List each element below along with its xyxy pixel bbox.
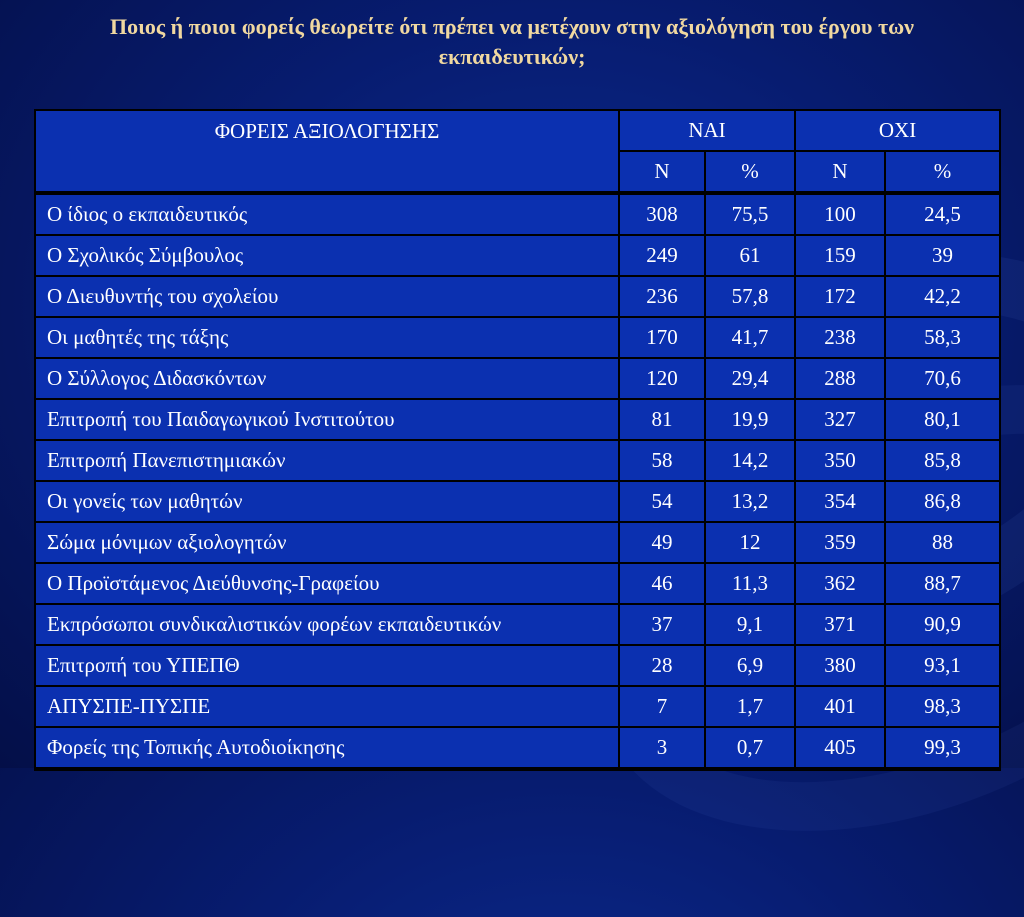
cell-yes-pct: 41,7 — [706, 318, 796, 359]
row-label: Οι μαθητές της τάξης — [36, 318, 620, 359]
results-table — [34, 109, 1001, 771]
table-row — [36, 318, 999, 359]
cell-yes-pct: 6,9 — [706, 646, 796, 687]
subheader-no-n: Ν — [796, 152, 886, 195]
cell-yes-pct: 19,9 — [706, 400, 796, 441]
cell-yes-n: 170 — [620, 318, 706, 359]
cell-yes-n: 54 — [620, 482, 706, 523]
table-row — [36, 728, 999, 769]
cell-no-pct: 85,8 — [886, 441, 999, 482]
cell-yes-pct: 14,2 — [706, 441, 796, 482]
cell-yes-pct: 29,4 — [706, 359, 796, 400]
cell-no-pct: 80,1 — [886, 400, 999, 441]
row-label: Ο Σχολικός Σύμβουλος — [36, 236, 620, 277]
subheader-no-pct: % — [886, 152, 999, 195]
cell-no-pct: 42,2 — [886, 277, 999, 318]
cell-yes-n: 120 — [620, 359, 706, 400]
table-row — [36, 687, 999, 728]
cell-no-pct: 88,7 — [886, 564, 999, 605]
row-label: Ο ίδιος ο εκπαιδευτικός — [36, 195, 620, 236]
cell-no-n: 359 — [796, 523, 886, 564]
cell-no-n: 350 — [796, 441, 886, 482]
cell-yes-n: 58 — [620, 441, 706, 482]
header-yes: ΝΑΙ — [620, 111, 796, 152]
cell-no-n: 172 — [796, 277, 886, 318]
cell-yes-pct: 12 — [706, 523, 796, 564]
cell-yes-pct: 75,5 — [706, 195, 796, 236]
row-label: Επιτροπή Πανεπιστημιακών — [36, 441, 620, 482]
subheader-yes-n: Ν — [620, 152, 706, 195]
subheader-yes-pct: % — [706, 152, 796, 195]
cell-yes-n: 37 — [620, 605, 706, 646]
cell-no-n: 100 — [796, 195, 886, 236]
cell-no-n: 380 — [796, 646, 886, 687]
header-bodies: ΦΟΡΕΙΣ ΑΞΙΟΛΟΓΗΣΗΣ — [36, 111, 620, 195]
row-label: Ο Διευθυντής του σχολείου — [36, 277, 620, 318]
cell-yes-n: 49 — [620, 523, 706, 564]
cell-no-n: 401 — [796, 687, 886, 728]
table-header-row — [36, 111, 999, 152]
row-label: Ο Σύλλογος Διδασκόντων — [36, 359, 620, 400]
cell-yes-pct: 61 — [706, 236, 796, 277]
table-body — [36, 195, 999, 769]
table-row — [36, 605, 999, 646]
row-label: Εκπρόσωποι συνδικαλιστικών φορέων εκπαιδευτικών — [36, 605, 620, 646]
cell-yes-n: 236 — [620, 277, 706, 318]
table-row — [36, 400, 999, 441]
table-row — [36, 277, 999, 318]
row-label: ΑΠΥΣΠΕ-ΠΥΣΠΕ — [36, 687, 620, 728]
cell-no-pct: 39 — [886, 236, 999, 277]
cell-no-pct: 99,3 — [886, 728, 999, 769]
cell-no-n: 327 — [796, 400, 886, 441]
cell-no-n: 288 — [796, 359, 886, 400]
cell-yes-pct: 9,1 — [706, 605, 796, 646]
slide-title: Ποιος ή ποιοι φορείς θεωρείτε ότι πρέπει να μετέχουν στην αξιολόγηση του έργου των εκπαιδευτικών; — [109, 14, 915, 69]
row-label: Επιτροπή του ΥΠΕΠΘ — [36, 646, 620, 687]
cell-yes-pct: 57,8 — [706, 277, 796, 318]
row-label: Φορείς της Τοπικής Αυτοδιοίκησης — [36, 728, 620, 769]
cell-yes-n: 7 — [620, 687, 706, 728]
cell-yes-n: 28 — [620, 646, 706, 687]
cell-no-n: 354 — [796, 482, 886, 523]
cell-yes-n: 249 — [620, 236, 706, 277]
cell-no-n: 238 — [796, 318, 886, 359]
cell-no-pct: 24,5 — [886, 195, 999, 236]
table-row — [36, 236, 999, 277]
cell-no-pct: 98,3 — [886, 687, 999, 728]
cell-no-pct: 93,1 — [886, 646, 999, 687]
cell-no-pct: 86,8 — [886, 482, 999, 523]
cell-yes-pct: 11,3 — [706, 564, 796, 605]
cell-yes-pct: 1,7 — [706, 687, 796, 728]
table-row — [36, 482, 999, 523]
row-label: Ο Προϊστάμενος Διεύθυνσης-Γραφείου — [36, 564, 620, 605]
header-no: ΟΧΙ — [796, 111, 999, 152]
table-row — [36, 646, 999, 687]
row-label: Σώμα μόνιμων αξιολογητών — [36, 523, 620, 564]
cell-no-pct: 90,9 — [886, 605, 999, 646]
table-row — [36, 564, 999, 605]
cell-no-n: 371 — [796, 605, 886, 646]
cell-yes-n: 46 — [620, 564, 706, 605]
row-label: Οι γονείς των μαθητών — [36, 482, 620, 523]
cell-no-pct: 58,3 — [886, 318, 999, 359]
cell-no-n: 405 — [796, 728, 886, 769]
cell-yes-n: 81 — [620, 400, 706, 441]
cell-yes-pct: 0,7 — [706, 728, 796, 769]
cell-yes-pct: 13,2 — [706, 482, 796, 523]
row-label: Επιτροπή του Παιδαγωγικού Ινστιτούτου — [36, 400, 620, 441]
cell-no-n: 159 — [796, 236, 886, 277]
table-row — [36, 441, 999, 482]
cell-no-pct: 88 — [886, 523, 999, 564]
table-row — [36, 359, 999, 400]
cell-no-n: 362 — [796, 564, 886, 605]
cell-yes-n: 308 — [620, 195, 706, 236]
cell-no-pct: 70,6 — [886, 359, 999, 400]
cell-yes-n: 3 — [620, 728, 706, 769]
table-row — [36, 195, 999, 236]
table-row — [36, 523, 999, 564]
